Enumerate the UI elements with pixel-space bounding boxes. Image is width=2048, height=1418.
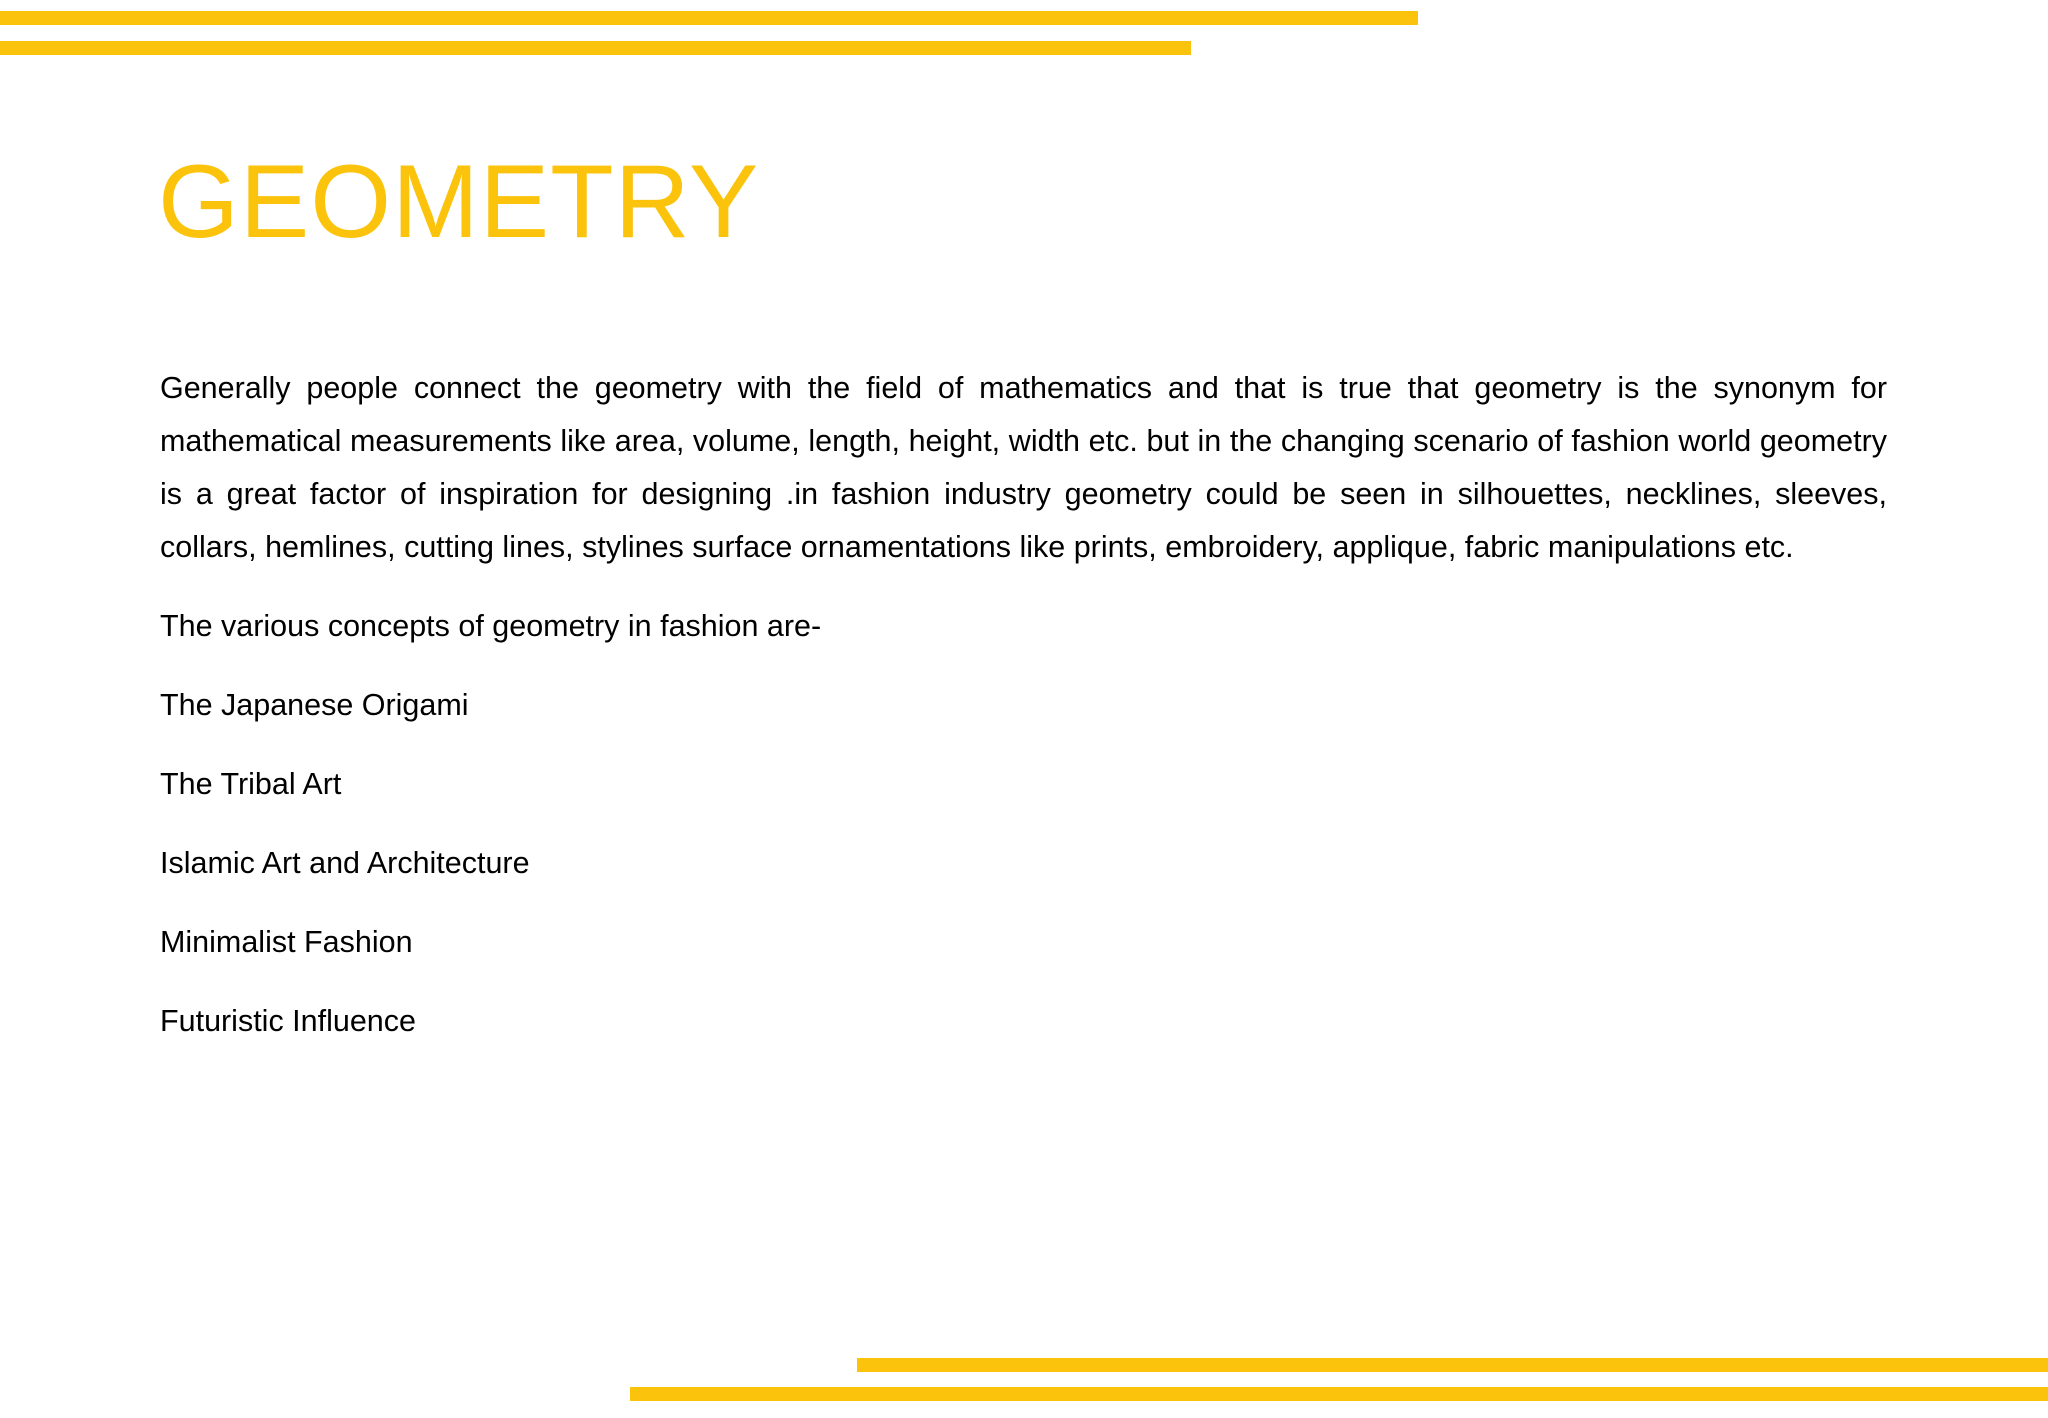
concept-item-tribal-art: The Tribal Art xyxy=(160,767,342,801)
intro-paragraph: Generally people connect the geometry with the field of mathematics and that is true that geometry is the synonym for mathematical measurements like area, volume, length, height, width etc. but in the changing scenario of fashion world geometry is a great factor of inspiration for designing .in fashion industry geometry could be seen in silhouettes, necklines, sleeves, collars, hemlines, cutting lines, stylines surface ornamentations like prints, embroidery, applique, fabric manipulations etc. xyxy=(160,371,1887,564)
concept-item-futuristic-influence: Futuristic Influence xyxy=(160,1004,416,1038)
concept-item-islamic-art: Islamic Art and Architecture xyxy=(160,846,530,880)
top-accent-bar-long xyxy=(0,11,1418,25)
body-content xyxy=(160,362,1887,1048)
bottom-accent-bar-long xyxy=(630,1387,2048,1401)
page-title: GEOMETRY xyxy=(158,144,760,260)
bottom-accent-bar-short xyxy=(857,1358,2048,1372)
concepts-intro: The various concepts of geometry in fashion are- xyxy=(160,609,822,643)
top-accent-bar-short xyxy=(0,41,1191,55)
concept-item-minimalist-fashion: Minimalist Fashion xyxy=(160,925,413,959)
concept-item-japanese-origami: The Japanese Origami xyxy=(160,688,469,722)
